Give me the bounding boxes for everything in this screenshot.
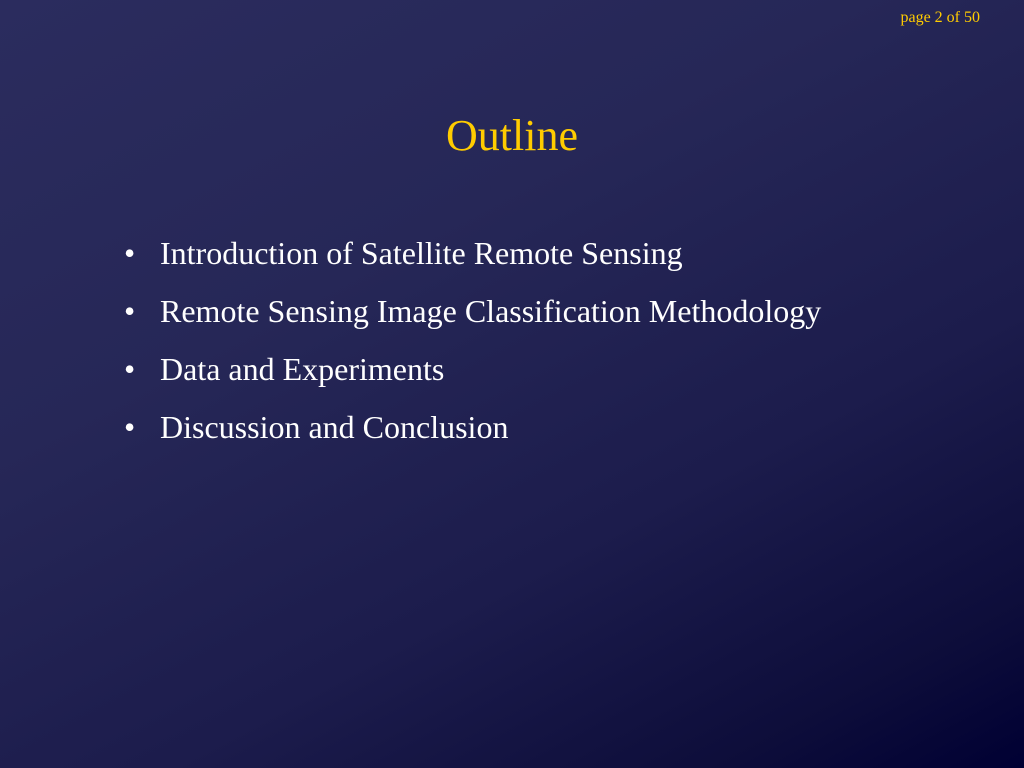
slide-title: Outline	[446, 111, 578, 160]
bullet-icon: •	[124, 235, 136, 271]
outline-item-label: Introduction of Satellite Remote Sensing	[160, 235, 683, 271]
outline-item-data-experiments	[120, 346, 880, 392]
outline-item-label: Discussion and Conclusion	[160, 409, 509, 445]
outline-list	[120, 230, 880, 462]
outline-item-label: Data and Experiments	[160, 351, 445, 387]
bullet-icon: •	[124, 409, 136, 445]
outline-item-methodology	[120, 288, 880, 334]
bullet-icon: •	[124, 351, 136, 387]
bullet-icon: •	[124, 293, 136, 329]
outline-item-discussion	[120, 404, 880, 450]
page-number: page 2 of 50	[900, 9, 980, 26]
outline-item-label: Remote Sensing Image Classification Methodology	[160, 293, 822, 329]
outline-item-introduction	[120, 230, 880, 276]
